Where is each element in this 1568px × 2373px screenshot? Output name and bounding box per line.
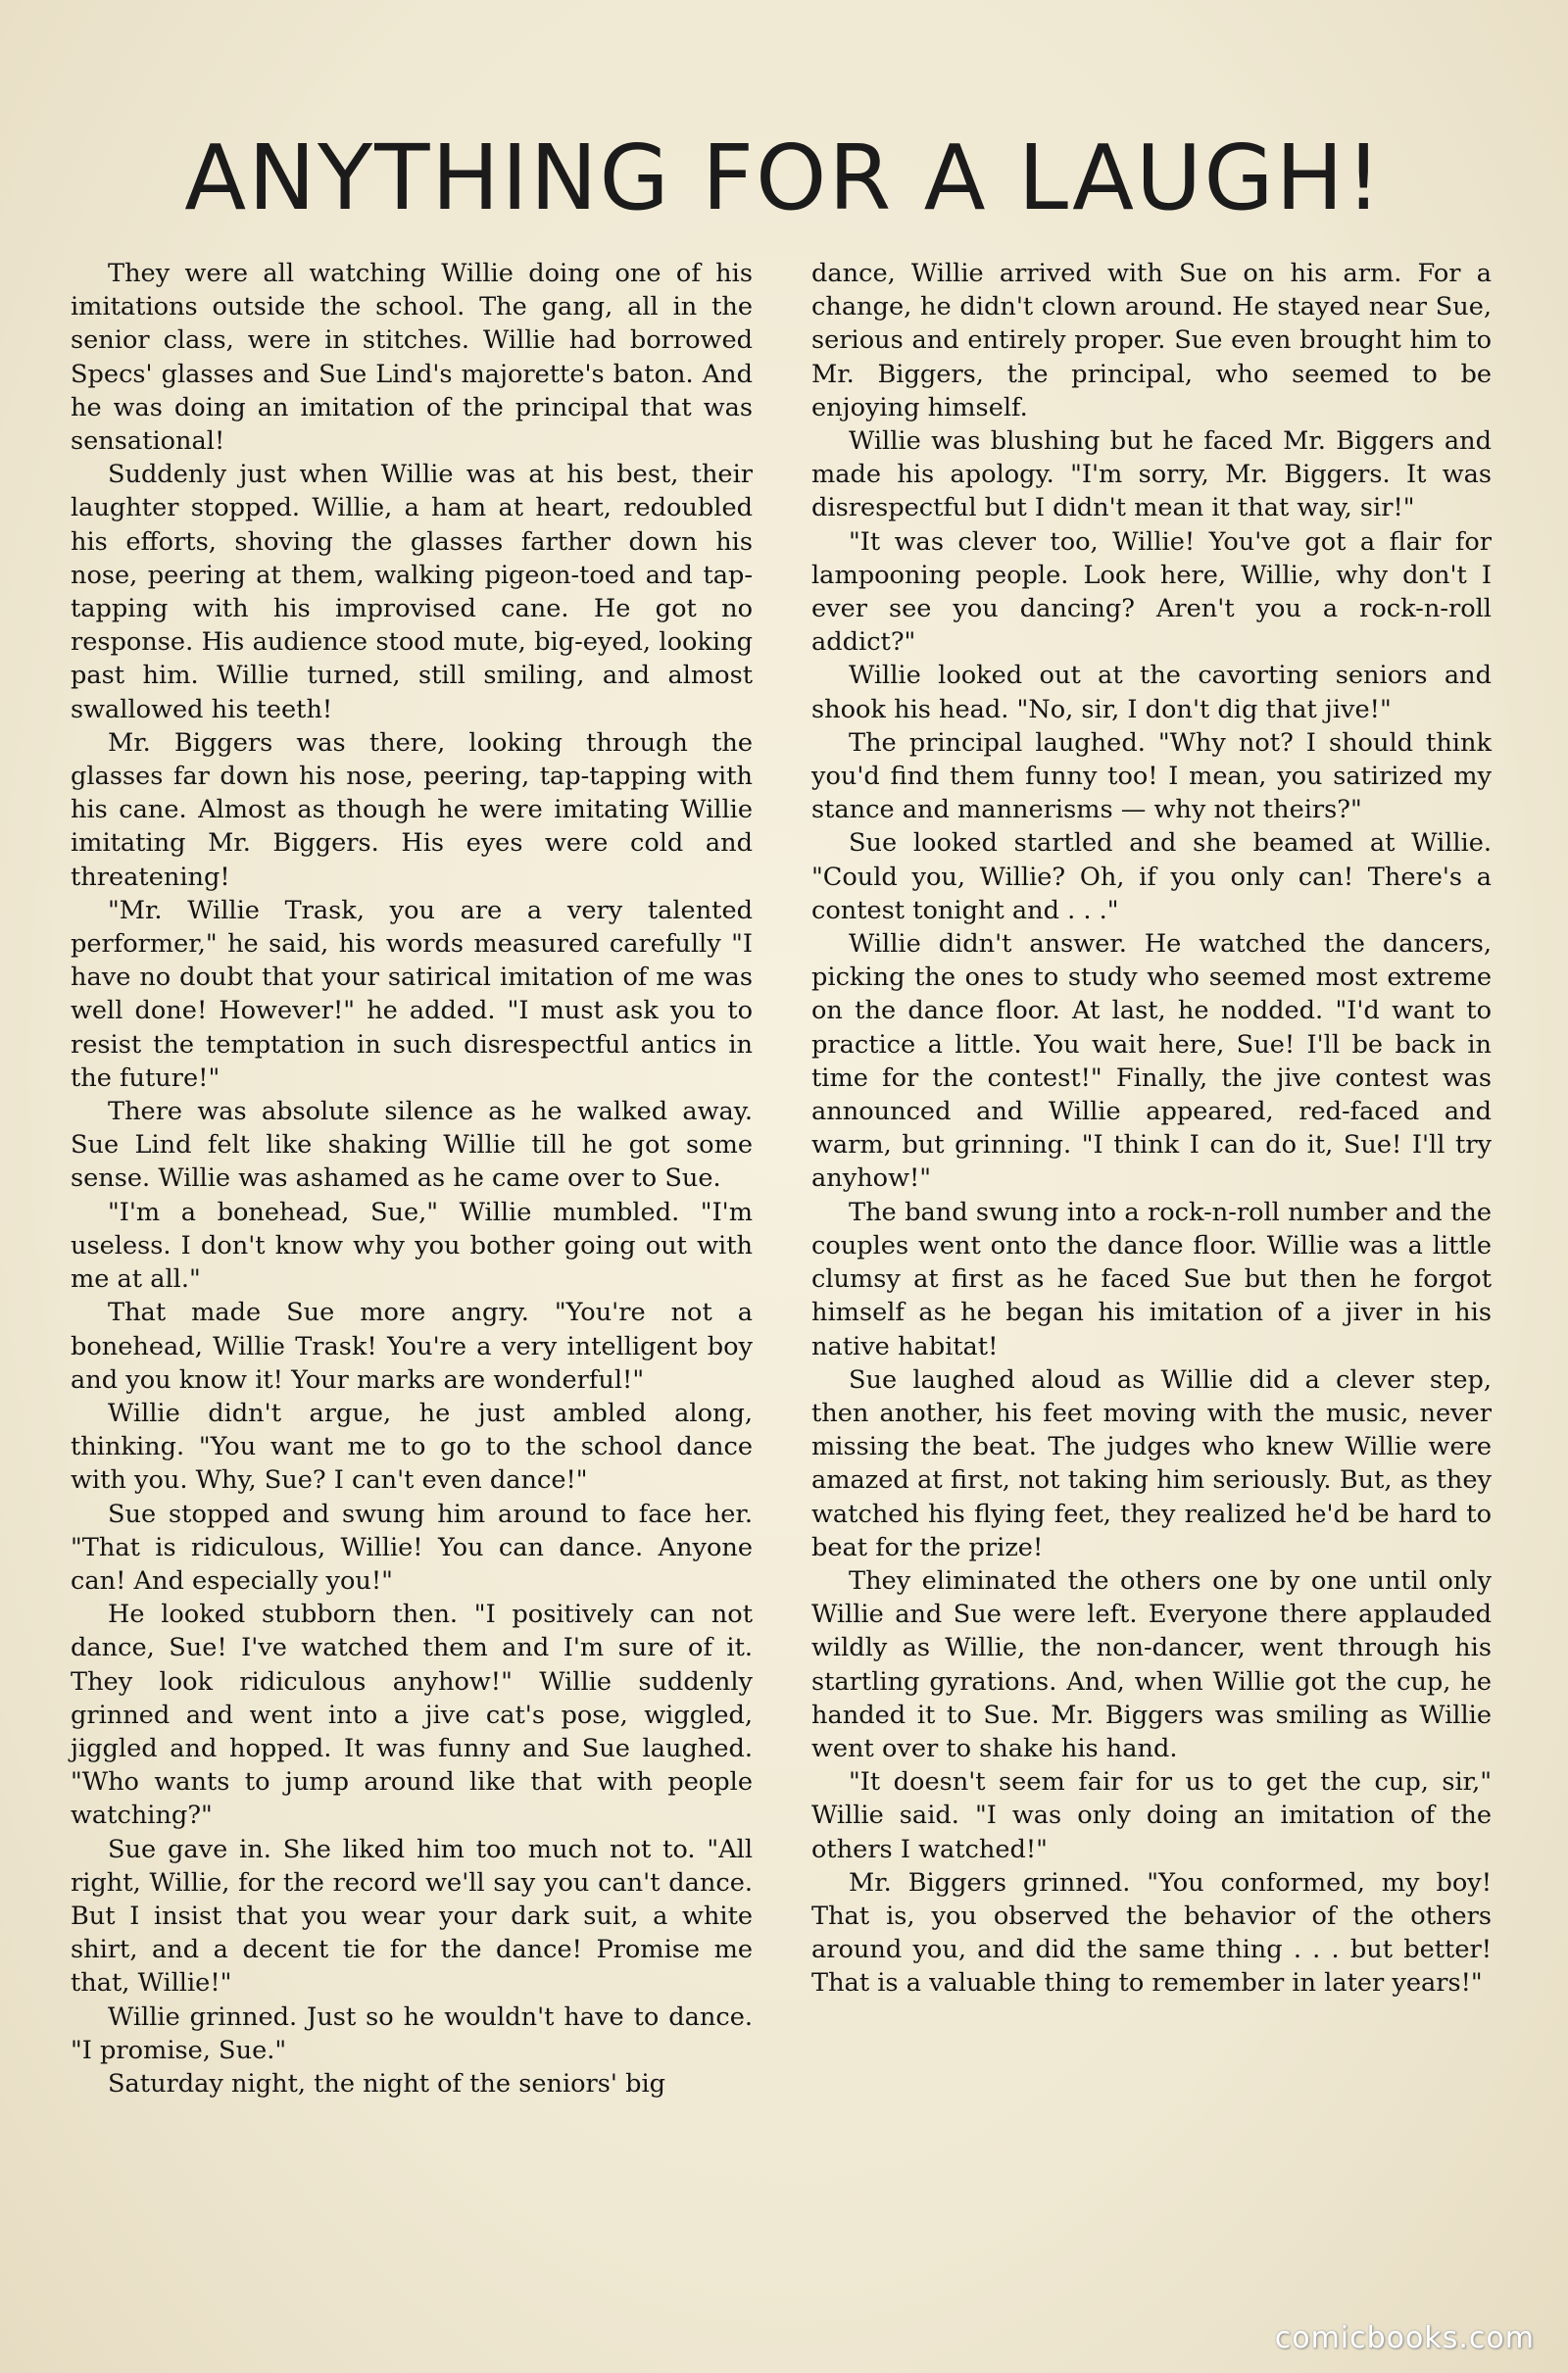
paragraph: Willie didn't answer. He watched the dancers, picking the ones to study who seemed most extreme on the dance floor. At last, he nodded. "I'd want to practice a little. You wait here, Sue! I'll be back in time for the contest!" Finally, the jive contest was announced and Willie appeared, red-faced and warm, but grinning. "I think I can do it, Sue! I'll try anyhow!": [811, 929, 1492, 1194]
paragraph: Willie looked out at the cavorting seniors and shook his head. "No, sir, I don't dig that jive!": [811, 661, 1492, 724]
paragraph: Sue gave in. She liked him too much not to. "All right, Willie, for the record we'll say you can't dance. But I insist that you wear your dark suit, a white shirt, and a decent tie for the dance! Promise me that, Willie!": [71, 1834, 753, 1999]
story-title: ANYTHING FOR A LAUGH!: [184, 125, 1384, 230]
paragraph: Willie was blushing but he faced Mr. Biggers and made his apology. "I'm sorry, Mr. Biggers. It was disrespectful but I didn't mean it that way, sir!": [811, 426, 1492, 523]
paragraph: Sue laughed aloud as Willie did a clever step, then another, his feet moving with the music, never missing the beat. The judges who knew Willie were amazed at first, not taking him seriously. But, as they watched his flying feet, they realized he'd be hard to beat for the prize!: [811, 1364, 1492, 1562]
paragraph: Suddenly just when Willie was at his best, their laughter stopped. Willie, a ham at heart, redoubled his efforts, shoving the glasses farther down his nose, peering at them, walking pigeon-toed and tap-tapping with his improvised cane. He got no response. His audience stood mute, big-eyed, looking past him. Willie turned, still smiling, and almost swallowed his teeth!: [71, 460, 753, 724]
paragraph: Willie grinned. Just so he wouldn't have to dance. "I promise, Sue.": [71, 2002, 753, 2065]
paragraph: dance, Willie arrived with Sue on his arm. For a change, he didn't clown around. He stayed near Sue, serious and entirely proper. Sue even brought him to Mr. Biggers, the principal, who seemed to be enjoying himself.: [811, 259, 1492, 422]
paragraph: There was absolute silence as he walked away. Sue Lind felt like shaking Willie till he got some sense. Willie was ashamed as he came over to Sue.: [71, 1097, 753, 1194]
paragraph: They eliminated the others one by one until only Willie and Sue were left. Everyone there applauded wildly as Willie, the non-dancer, went through his startling gyrations. And, when Willie got the cup, he handed it to Sue. Mr. Biggers was smiling as Willie went over to shake his hand.: [811, 1565, 1492, 1763]
paragraph: "Mr. Willie Trask, you are a very talented performer," he said, his words measured carefully "I have no doubt that your satirical imitation of me was well done! However!" he added. "I must ask you to resist the temptation in such disrespectful antics in the future!": [71, 895, 753, 1093]
left-text-column: [71, 257, 753, 2101]
paragraph: That made Sue more angry. "You're not a bonehead, Willie Trask! You're a very intelligent boy and you know it! Your marks are wonderful!": [71, 1298, 753, 1395]
paragraph: "It was clever too, Willie! You've got a flair for lampooning people. Look here, Willie, why don't I ever see you dancing? Aren't you a rock-n-roll addict?": [811, 526, 1492, 658]
site-watermark: comicbooks.com: [1274, 2321, 1535, 2355]
paragraph: Sue stopped and swung him around to face her. "That is ridiculous, Willie! You can dance. Anyone can! And especially you!": [71, 1499, 753, 1596]
right-text-column: [811, 257, 1492, 2001]
paragraph: Willie didn't argue, he just ambled along, thinking. "You want me to go to the school dance with you. Why, Sue? I can't even dance!": [71, 1398, 753, 1496]
paragraph: He looked stubborn then. "I positively can not dance, Sue! I've watched them and I'm sure of it. They look ridiculous anyhow!" Willie suddenly grinned and went into a jive cat's pose, wiggled, jiggled and hopped. It was funny and Sue laughed. "Who wants to jump around like that with people watching?": [71, 1600, 753, 1831]
paragraph: Mr. Biggers was there, looking through the glasses far down his nose, peering, tap-tapping with his cane. Almost as though he were imitating Willie imitating Mr. Biggers. His eyes were cold and threatening!: [71, 727, 753, 892]
paragraph: Saturday night, the night of the seniors' big: [108, 2068, 666, 2099]
paragraph: The band swung into a rock-n-roll number and the couples went onto the dance floor. Willie was a little clumsy at first as he faced Sue but then he forgot himself as he began his imitation of a jiver in his native habitat!: [811, 1197, 1492, 1361]
paragraph: Mr. Biggers grinned. "You conformed, my boy! That is, you observed the behavior of the others around you, and did the same thing . . . but better! That is a valuable thing to remember in later years!": [811, 1867, 1492, 1999]
paragraph: The principal laughed. "Why not? I should think you'd find them funny too! I mean, you satirized my stance and mannerisms — why not theirs?": [811, 727, 1492, 825]
paragraph: Sue looked startled and she beamed at Willie. "Could you, Willie? Oh, if you only can! There's a contest tonight and . . .": [811, 828, 1492, 925]
paragraph: They were all watching Willie doing one of his imitations outside the school. The gang, all in the senior class, were in stitches. Willie had borrowed Specs' glasses and Sue Lind's majorette's baton. And he was doing an imitation of the principal that was sensational!: [71, 259, 753, 457]
paragraph: "I'm a bonehead, Sue," Willie mumbled. "I'm useless. I don't know why you bother going out with me at all.": [71, 1197, 753, 1295]
paragraph: "It doesn't seem fair for us to get the cup, sir," Willie said. "I was only doing an imitation of the others I watched!": [811, 1767, 1492, 1864]
